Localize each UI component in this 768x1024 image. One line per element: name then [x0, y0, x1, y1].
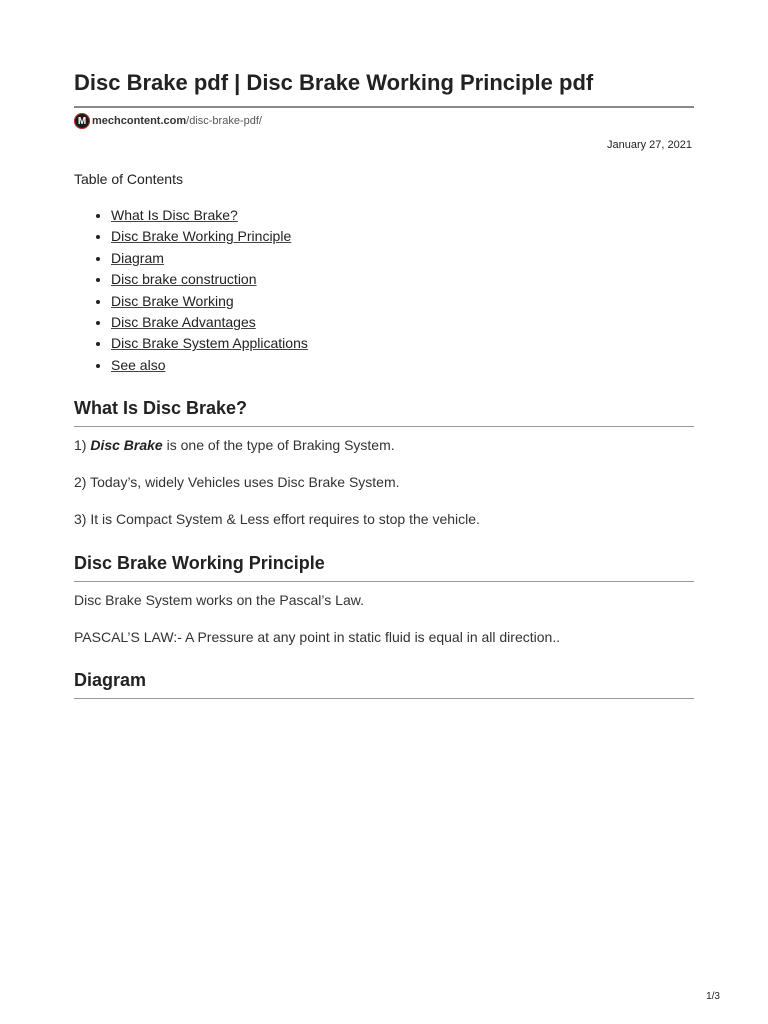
title-divider — [74, 106, 694, 108]
heading-diagram: Diagram — [74, 670, 147, 690]
toc-item — [111, 355, 308, 376]
paragraph-pascal-intro: Disc Brake System works on the Pascal’s Law. — [74, 592, 364, 608]
toc-title: Table of Contents — [74, 171, 183, 187]
source-path: /disc-brake-pdf/ — [186, 115, 262, 127]
paragraph-2: 2) Today’s, widely Vehicles uses Disc Brake System. — [74, 474, 400, 490]
toc-item — [111, 248, 308, 269]
toc-item — [111, 312, 308, 333]
source-domain: mechcontent.com — [92, 115, 187, 127]
toc-link-applications[interactable]: Disc Brake System Applications — [111, 335, 308, 352]
paragraph-1-suffix: is one of the type of Braking System. — [162, 437, 395, 453]
toc-link-construction[interactable]: Disc brake construction — [111, 271, 257, 288]
paragraph-pascal-law: PASCAL’S LAW:- A Pressure at any point in static fluid is equal in all direction.. — [74, 629, 561, 645]
toc-item — [111, 291, 308, 312]
toc-item — [111, 333, 308, 354]
page-number: 1/3 — [706, 991, 720, 1002]
paragraph-3: 3) It is Compact System & Less effort requires to stop the vehicle. — [74, 511, 480, 527]
table-of-contents — [74, 205, 308, 376]
publish-date: January 27, 2021 — [606, 139, 692, 151]
toc-link-working[interactable]: Disc Brake Working — [111, 292, 234, 309]
toc-item — [111, 269, 308, 290]
paragraph-1-prefix: 1) — [74, 437, 91, 453]
section-divider — [74, 581, 694, 582]
document-title: Disc Brake pdf | Disc Brake Working Principle pdf — [74, 70, 594, 95]
toc-item — [111, 205, 308, 226]
heading-what-is: What Is Disc Brake? — [74, 398, 248, 418]
toc-item — [111, 226, 308, 247]
toc-link-working-principle[interactable]: Disc Brake Working Principle — [111, 228, 292, 245]
source-link[interactable] — [74, 112, 262, 130]
paragraph-1 — [74, 437, 395, 453]
paragraph-1-bold: Disc Brake — [90, 437, 163, 453]
heading-working-principle: Disc Brake Working Principle — [74, 553, 325, 573]
toc-link-see-also[interactable]: See also — [111, 356, 166, 373]
site-logo-icon: M — [74, 113, 90, 129]
toc-link-what-is[interactable]: What Is Disc Brake? — [111, 207, 238, 223]
toc-link-diagram[interactable]: Diagram — [111, 249, 164, 266]
toc-link-advantages[interactable]: Disc Brake Advantages — [111, 313, 256, 330]
section-divider — [74, 426, 694, 427]
section-divider — [74, 698, 694, 699]
